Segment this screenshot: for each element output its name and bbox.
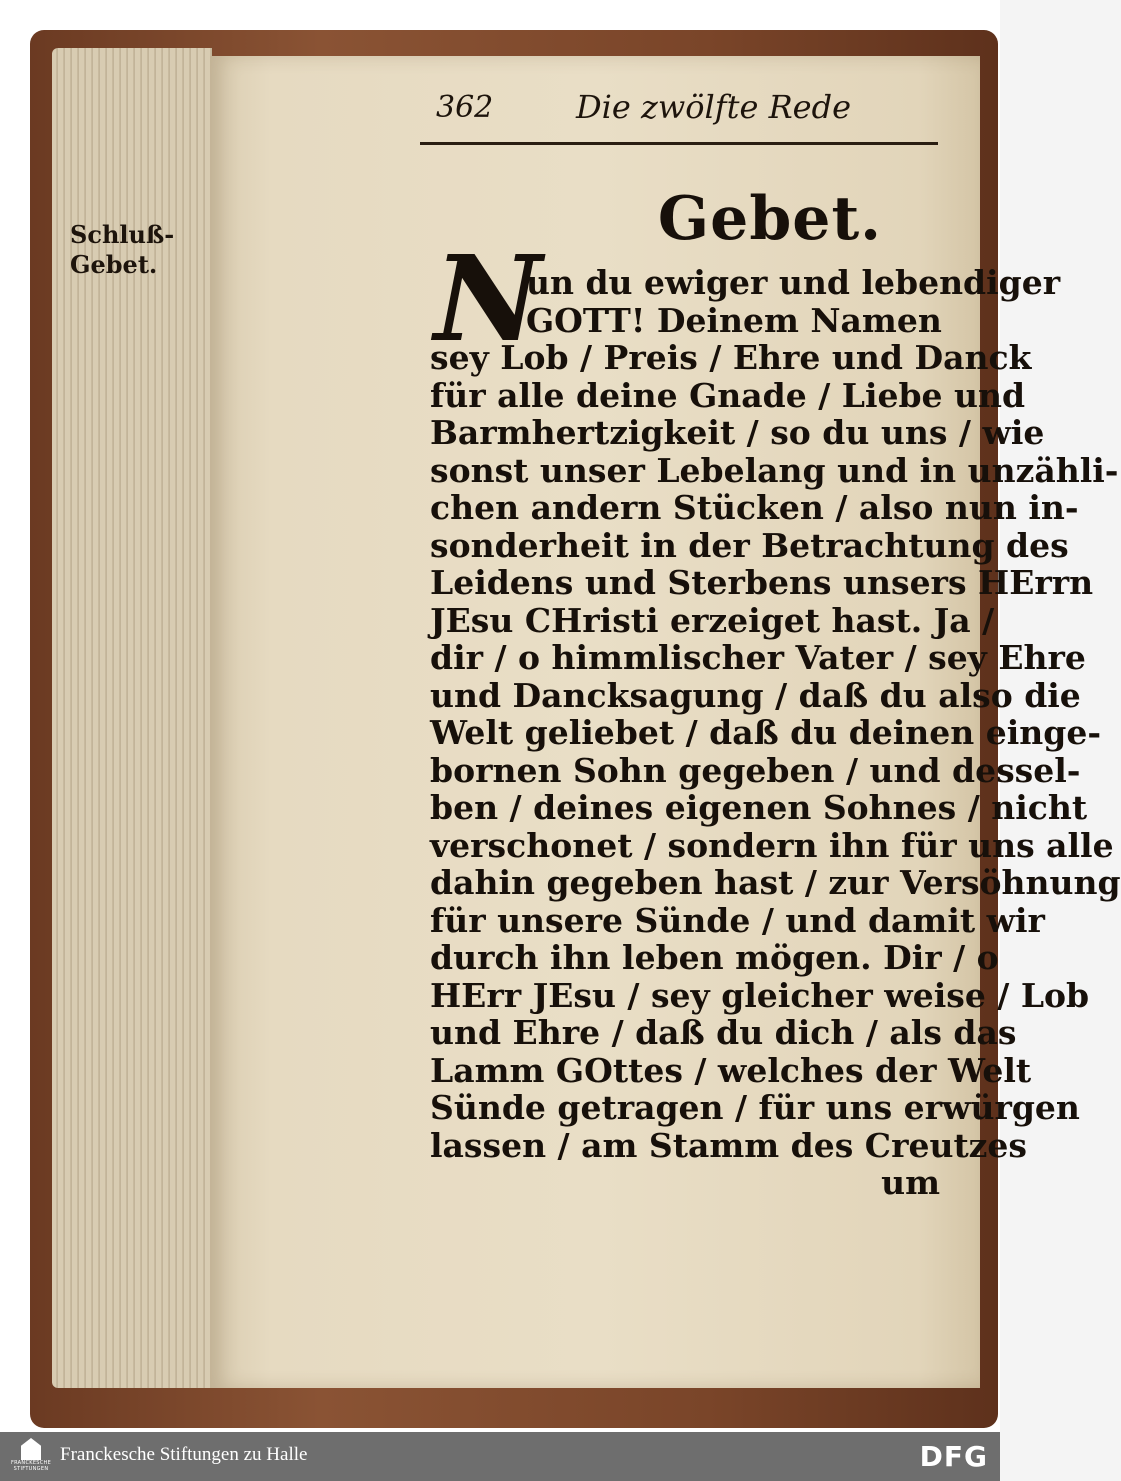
running-title: Die zwölfte Rede	[576, 88, 852, 126]
holding-institution: Franckesche Stiftungen zu Halle	[60, 1444, 308, 1465]
logo-text: FRANCKESCHE STIFTUNGEN	[10, 1460, 52, 1472]
text-line: chen andern Stücken / also nun in-	[430, 488, 1079, 527]
text-line: und Dancksagung / daß du also die	[430, 675, 1081, 715]
footer-bar	[0, 1432, 1000, 1481]
text-line: JEsu CHristi erzeiget hast. Ja /	[430, 600, 995, 640]
text-line: für unsere Sünde / und damit wir	[430, 900, 1045, 940]
logo-icon	[21, 1438, 41, 1460]
catchword: um	[881, 1163, 940, 1202]
text-line: und Ehre / daß du dich / als das	[430, 1013, 1017, 1052]
text-line: dir / o himmlischer Vater / sey Ehre	[430, 638, 1086, 677]
text-line: sonderheit in der Betrachtung des	[430, 525, 1069, 565]
section-heading: Gebet.	[657, 184, 883, 254]
text-line: lassen / am Stamm des Creutzes	[430, 1125, 1027, 1165]
funder-logo: DFG	[919, 1440, 988, 1473]
header-rule	[420, 142, 938, 145]
text-line: ben / deines eigenen Sohnes / nicht	[430, 788, 1088, 827]
running-head	[436, 86, 940, 130]
text-line: Barmhertzigkeit / so du uns / wie	[430, 413, 1045, 452]
text-line: Sünde getragen / für uns erwürgen	[430, 1088, 1080, 1127]
text-line: verschonet / sondern ihn für uns alle	[430, 825, 1114, 865]
text-line: un du ewiger und lebendiger	[526, 263, 1061, 302]
marginal-note: Schluß-Gebet.	[70, 220, 175, 279]
text-line: Leidens und Sterbens unsers HErrn	[430, 563, 1094, 602]
body-text	[430, 263, 1121, 1202]
book-page	[210, 56, 1121, 1388]
text-line: Welt geliebet / daß du deinen einge-	[430, 713, 1102, 752]
text-line: dahin gegeben hast / zur Versöhnung	[430, 863, 1121, 902]
text-line: HErr JEsu / sey gleicher weise / Lob	[430, 975, 1090, 1015]
text-line: sey Lob / Preis / Ehre und Danck	[430, 338, 1032, 377]
drop-cap-letter: N	[434, 229, 542, 368]
text-line: GOTT! Deinem Namen	[526, 300, 942, 340]
text-line: durch ihn leben mögen. Dir / o	[430, 938, 999, 977]
text-line: für alle deine Gnade / Liebe und	[430, 375, 1026, 415]
institution-logo	[10, 1436, 52, 1477]
page-number: 362	[436, 90, 494, 125]
text-line: Lamm GOttes / welches der Welt	[430, 1050, 1032, 1090]
text-line: bornen Sohn gegeben / und dessel-	[430, 750, 1081, 790]
text-line: sonst unser Lebelang und in unzähli-	[430, 450, 1119, 490]
